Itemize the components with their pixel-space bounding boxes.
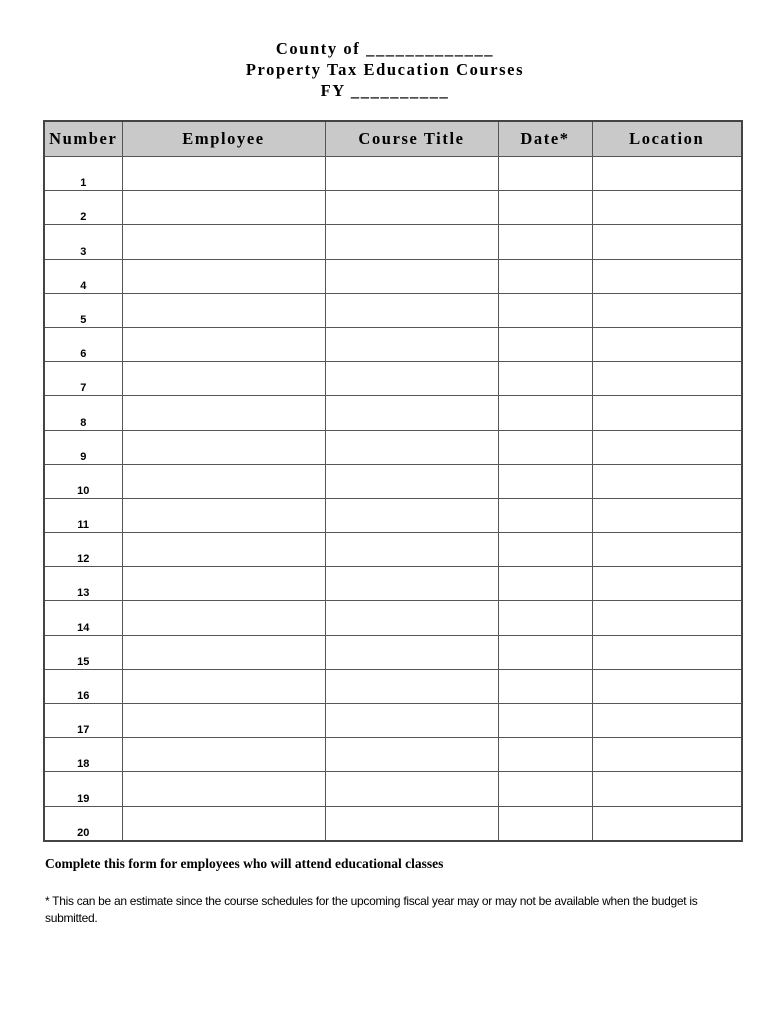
employee-cell[interactable] xyxy=(122,464,325,498)
location-cell[interactable] xyxy=(592,635,742,669)
column-header-course-title: Course Title xyxy=(325,121,498,157)
employee-cell[interactable] xyxy=(122,669,325,703)
location-cell[interactable] xyxy=(592,157,742,191)
date-cell[interactable] xyxy=(498,157,592,191)
date-cell[interactable] xyxy=(498,396,592,430)
row-number: 14 xyxy=(44,601,122,635)
row-number: 17 xyxy=(44,704,122,738)
location-cell[interactable] xyxy=(592,806,742,841)
course-title-cell[interactable] xyxy=(325,191,498,225)
location-cell[interactable] xyxy=(592,498,742,532)
date-cell[interactable] xyxy=(498,464,592,498)
table-row xyxy=(44,772,742,806)
location-cell[interactable] xyxy=(592,464,742,498)
column-header-location: Location xyxy=(592,121,742,157)
course-title-cell[interactable] xyxy=(325,772,498,806)
location-cell[interactable] xyxy=(592,293,742,327)
employee-cell[interactable] xyxy=(122,806,325,841)
employee-cell[interactable] xyxy=(122,601,325,635)
row-number: 7 xyxy=(44,362,122,396)
location-cell[interactable] xyxy=(592,225,742,259)
employee-cell[interactable] xyxy=(122,635,325,669)
date-cell[interactable] xyxy=(498,772,592,806)
table-row xyxy=(44,225,742,259)
date-cell[interactable] xyxy=(498,806,592,841)
employee-cell[interactable] xyxy=(122,567,325,601)
date-cell[interactable] xyxy=(498,259,592,293)
table-row xyxy=(44,191,742,225)
date-cell[interactable] xyxy=(498,327,592,361)
table-row xyxy=(44,498,742,532)
date-cell[interactable] xyxy=(498,533,592,567)
row-number: 8 xyxy=(44,396,122,430)
row-number: 19 xyxy=(44,772,122,806)
date-cell[interactable] xyxy=(498,738,592,772)
row-number: 4 xyxy=(44,259,122,293)
course-title-cell[interactable] xyxy=(325,430,498,464)
location-cell[interactable] xyxy=(592,430,742,464)
form-instruction: Complete this form for employees who will attend educational classes xyxy=(45,856,444,871)
table-row xyxy=(44,704,742,738)
employee-cell[interactable] xyxy=(122,772,325,806)
course-title-cell[interactable] xyxy=(325,669,498,703)
location-cell[interactable] xyxy=(592,362,742,396)
employee-cell[interactable] xyxy=(122,225,325,259)
table-row xyxy=(44,259,742,293)
table-row xyxy=(44,430,742,464)
row-number: 10 xyxy=(44,464,122,498)
employee-cell[interactable] xyxy=(122,498,325,532)
table-row xyxy=(44,327,742,361)
employee-cell[interactable] xyxy=(122,704,325,738)
row-number: 5 xyxy=(44,293,122,327)
table-row xyxy=(44,157,742,191)
location-cell[interactable] xyxy=(592,669,742,703)
row-number: 18 xyxy=(44,738,122,772)
course-title-cell[interactable] xyxy=(325,498,498,532)
course-title-cell[interactable] xyxy=(325,362,498,396)
table-row xyxy=(44,738,742,772)
date-cell[interactable] xyxy=(498,225,592,259)
course-title-cell[interactable] xyxy=(325,259,498,293)
location-cell[interactable] xyxy=(592,772,742,806)
county-line: County of _____________ xyxy=(275,39,495,58)
row-number: 3 xyxy=(44,225,122,259)
course-title-cell[interactable] xyxy=(325,601,498,635)
course-title-cell[interactable] xyxy=(325,464,498,498)
row-number: 2 xyxy=(44,191,122,225)
row-number: 13 xyxy=(44,567,122,601)
table-row xyxy=(44,464,742,498)
date-cell[interactable] xyxy=(498,498,592,532)
row-number: 9 xyxy=(44,430,122,464)
date-cell[interactable] xyxy=(498,669,592,703)
employee-cell[interactable] xyxy=(122,157,325,191)
location-cell[interactable] xyxy=(592,259,742,293)
course-title-cell[interactable] xyxy=(325,635,498,669)
table-row xyxy=(44,806,742,841)
row-number: 1 xyxy=(44,157,122,191)
location-cell[interactable] xyxy=(592,396,742,430)
date-cell[interactable] xyxy=(498,567,592,601)
employee-cell[interactable] xyxy=(122,293,325,327)
course-title-cell[interactable] xyxy=(325,225,498,259)
course-title-cell[interactable] xyxy=(325,704,498,738)
row-number: 20 xyxy=(44,806,122,841)
course-title-cell[interactable] xyxy=(325,293,498,327)
date-cell[interactable] xyxy=(498,191,592,225)
table-row xyxy=(44,669,742,703)
row-number: 12 xyxy=(44,533,122,567)
form-header xyxy=(0,38,770,101)
date-footnote: * This can be an estimate since the course schedules for the upcoming fiscal year may or may not be available when the budget is submitted. xyxy=(45,894,698,925)
location-cell[interactable] xyxy=(592,601,742,635)
course-title-cell[interactable] xyxy=(325,533,498,567)
date-cell[interactable] xyxy=(498,293,592,327)
course-title-cell[interactable] xyxy=(325,567,498,601)
employee-cell[interactable] xyxy=(122,396,325,430)
location-cell[interactable] xyxy=(592,191,742,225)
date-cell[interactable] xyxy=(498,362,592,396)
employee-cell[interactable] xyxy=(122,430,325,464)
employee-cell[interactable] xyxy=(122,191,325,225)
location-cell[interactable] xyxy=(592,533,742,567)
employee-cell[interactable] xyxy=(122,738,325,772)
row-number: 15 xyxy=(44,635,122,669)
row-number: 6 xyxy=(44,327,122,361)
employee-cell[interactable] xyxy=(122,362,325,396)
courses-table xyxy=(43,120,743,842)
course-title-cell[interactable] xyxy=(325,327,498,361)
table-header-row xyxy=(44,121,742,157)
fiscal-year-line: FY __________ xyxy=(320,81,450,100)
location-cell[interactable] xyxy=(592,567,742,601)
location-cell[interactable] xyxy=(592,327,742,361)
date-cell[interactable] xyxy=(498,430,592,464)
table-body xyxy=(44,157,742,841)
course-title-cell[interactable] xyxy=(325,738,498,772)
date-cell[interactable] xyxy=(498,704,592,738)
location-cell[interactable] xyxy=(592,738,742,772)
row-number: 11 xyxy=(44,498,122,532)
date-cell[interactable] xyxy=(498,601,592,635)
row-number: 16 xyxy=(44,669,122,703)
column-header-number: Number xyxy=(44,121,122,157)
table-row xyxy=(44,601,742,635)
date-cell[interactable] xyxy=(498,635,592,669)
table-row xyxy=(44,362,742,396)
column-header-employee: Employee xyxy=(122,121,325,157)
table-row xyxy=(44,293,742,327)
table-row xyxy=(44,396,742,430)
employee-cell[interactable] xyxy=(122,259,325,293)
course-title-cell[interactable] xyxy=(325,157,498,191)
table-row xyxy=(44,635,742,669)
course-title-cell[interactable] xyxy=(325,806,498,841)
employee-cell[interactable] xyxy=(122,327,325,361)
table-row xyxy=(44,533,742,567)
column-header-date: Date* xyxy=(498,121,592,157)
employee-cell[interactable] xyxy=(122,533,325,567)
location-cell[interactable] xyxy=(592,704,742,738)
course-title-cell[interactable] xyxy=(325,396,498,430)
table-row xyxy=(44,567,742,601)
form-title: Property Tax Education Courses xyxy=(245,60,525,79)
